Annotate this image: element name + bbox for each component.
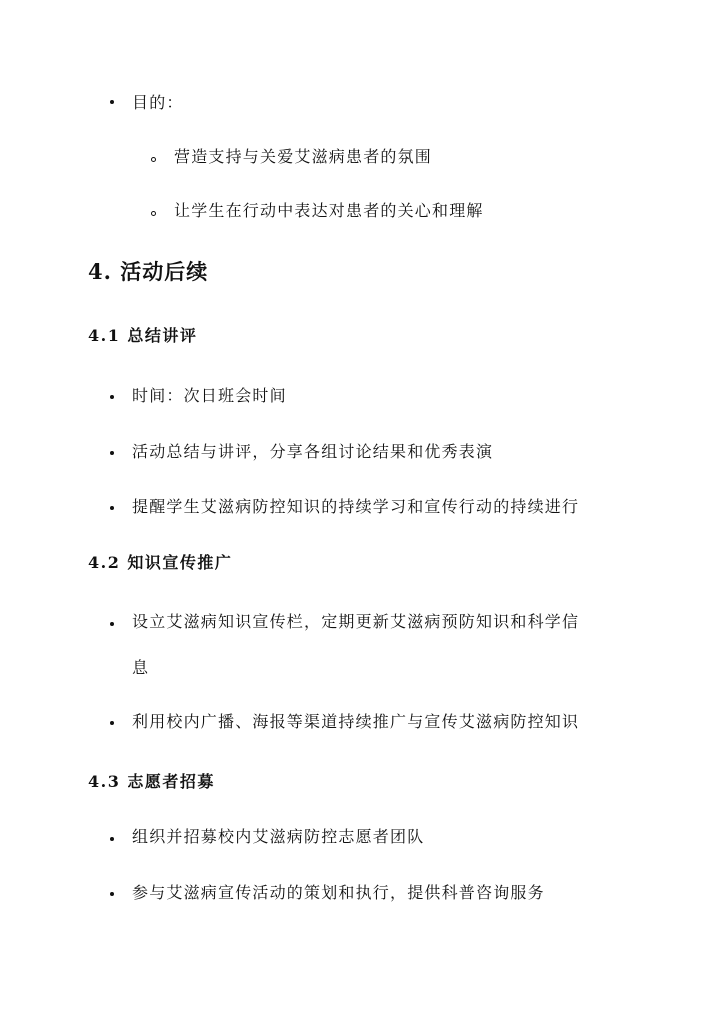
subsection-heading: 4.2 知识宣传推广 (88, 553, 233, 572)
list-item: 提醒学生艾滋病防控知识的持续学习和宣传行动的持续进行 (132, 497, 580, 516)
bullet-dot (110, 837, 114, 841)
bullet-dot (110, 506, 114, 510)
list-item: 活动总结与讲评，分享各组讨论结果和优秀表演 (132, 442, 494, 461)
bullet-dot (110, 721, 114, 725)
bullet-dot (110, 622, 114, 626)
purpose-label: 目的： (132, 93, 184, 112)
bullet-dot (110, 451, 114, 455)
list-item: 时间：次日班会时间 (132, 386, 287, 405)
section-heading: 4. 活动后续 (88, 259, 209, 284)
bullet-dot (110, 892, 114, 896)
bullet-circle (151, 157, 156, 162)
purpose-item: 让学生在行动中表达对患者的关心和理解 (174, 201, 484, 220)
list-item: 参与艾滋病宣传活动的策划和执行，提供科普咨询服务 (132, 883, 545, 902)
bullet-circle (151, 211, 156, 216)
purpose-item: 营造支持与关爱艾滋病患者的氛围 (174, 147, 433, 166)
list-item: 利用校内广播、海报等渠道持续推广与宣传艾滋病防控知识 (132, 712, 580, 731)
list-item: 设立艾滋病知识宣传栏，定期更新艾滋病预防知识和科学信 (132, 612, 580, 631)
subsection-heading: 4.1 总结讲评 (88, 326, 198, 345)
bullet-dot (110, 395, 114, 399)
bullet-dot (110, 100, 114, 104)
subsection-heading: 4.3 志愿者招募 (88, 772, 215, 791)
list-item: 组织并招募校内艾滋病防控志愿者团队 (132, 827, 425, 846)
list-item-continuation: 息 (132, 658, 150, 677)
